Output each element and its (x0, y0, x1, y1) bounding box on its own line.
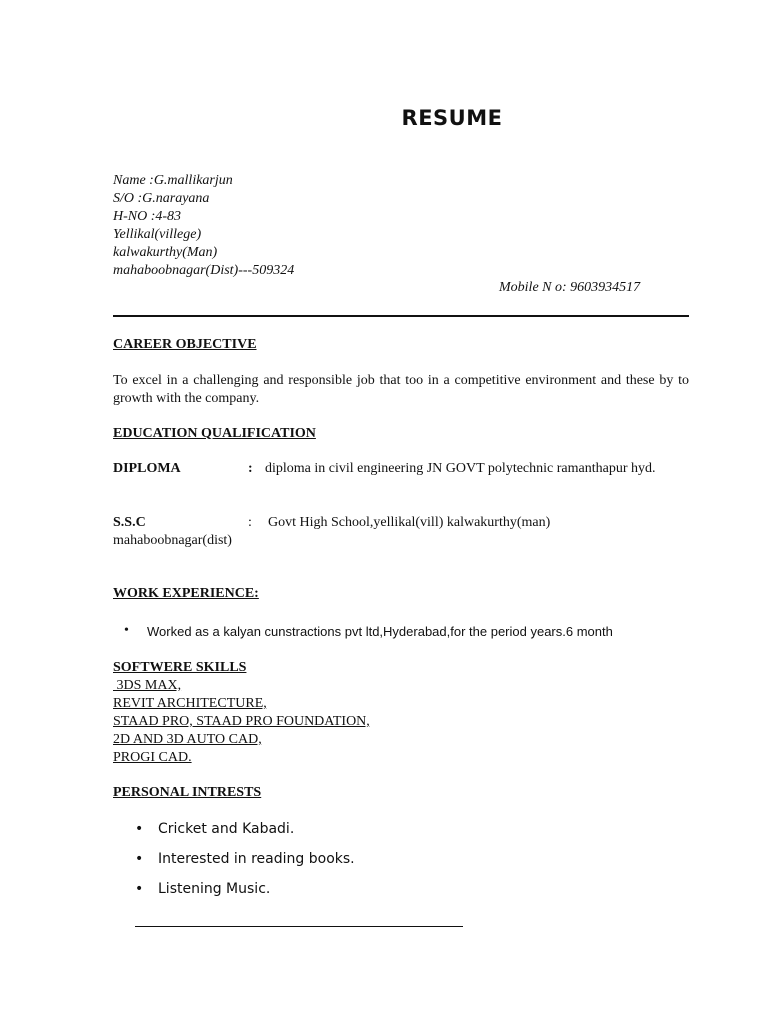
house-number-line: H-NO :4-83 (113, 209, 182, 224)
skill-item: 2D AND 3D AUTO CAD, (113, 732, 262, 747)
district-line: mahaboobnagar(Dist)---509324 (113, 263, 295, 278)
signature-line (135, 926, 463, 927)
work-experience-item: Worked as a kalyan cunstractions pvt ltd,Hyderabad,for the period years.6 month (147, 624, 613, 639)
skill-item: PROGI CAD. (113, 750, 192, 765)
diploma-label: DIPLOMA (113, 461, 181, 476)
interest-item: Listening Music. (158, 881, 271, 897)
diploma-text: diploma in civil engineering JN GOVT polytechnic ramanthapur hyd. (265, 461, 656, 476)
interest-item: Cricket and Kabadi. (158, 821, 295, 837)
software-skills-heading: SOFTWERE SKILLS (113, 660, 247, 675)
skill-item: 3DS MAX, (113, 678, 182, 693)
career-objective-heading: CAREER OBJECTIVE (113, 337, 257, 352)
skill-item: REVIT ARCHITECTURE, (113, 696, 267, 711)
personal-interests-heading: PERSONAL INTRESTS (113, 785, 262, 800)
ssc-text-continued: mahaboobnagar(dist) (113, 533, 232, 548)
interest-bullet: • (135, 821, 144, 837)
ssc-text: Govt High School,yellikal(vill) kalwakurthy(man) (268, 515, 551, 530)
village-line: Yellikal(villege) (113, 227, 202, 242)
name-line: Name :G.mallikarjun (113, 173, 233, 188)
education-heading: EDUCATION QUALIFICATION (113, 426, 316, 441)
interest-bullet: • (135, 851, 144, 867)
mandal-line: kalwakurthy(Man) (113, 245, 218, 260)
work-experience-heading: WORK EXPERIENCE: (113, 586, 259, 601)
skill-item: STAAD PRO, STAAD PRO FOUNDATION, (113, 714, 370, 729)
interest-bullet: • (135, 881, 144, 897)
resume-title: RESUME (401, 106, 503, 130)
father-name-line: S/O :G.narayana (113, 191, 210, 206)
header-divider (113, 315, 689, 317)
interest-item: Interested in reading books. (158, 851, 355, 867)
career-objective-text: To excel in a challenging and responsible job that too in a competitive environment and these by to growth with the company. (113, 373, 689, 406)
ssc-colon: : (248, 515, 252, 530)
mobile-number: Mobile N o: 9603934517 (499, 280, 641, 295)
ssc-label: S.S.C (113, 515, 146, 530)
diploma-colon: : (248, 461, 253, 476)
work-bullet: • (124, 623, 129, 638)
